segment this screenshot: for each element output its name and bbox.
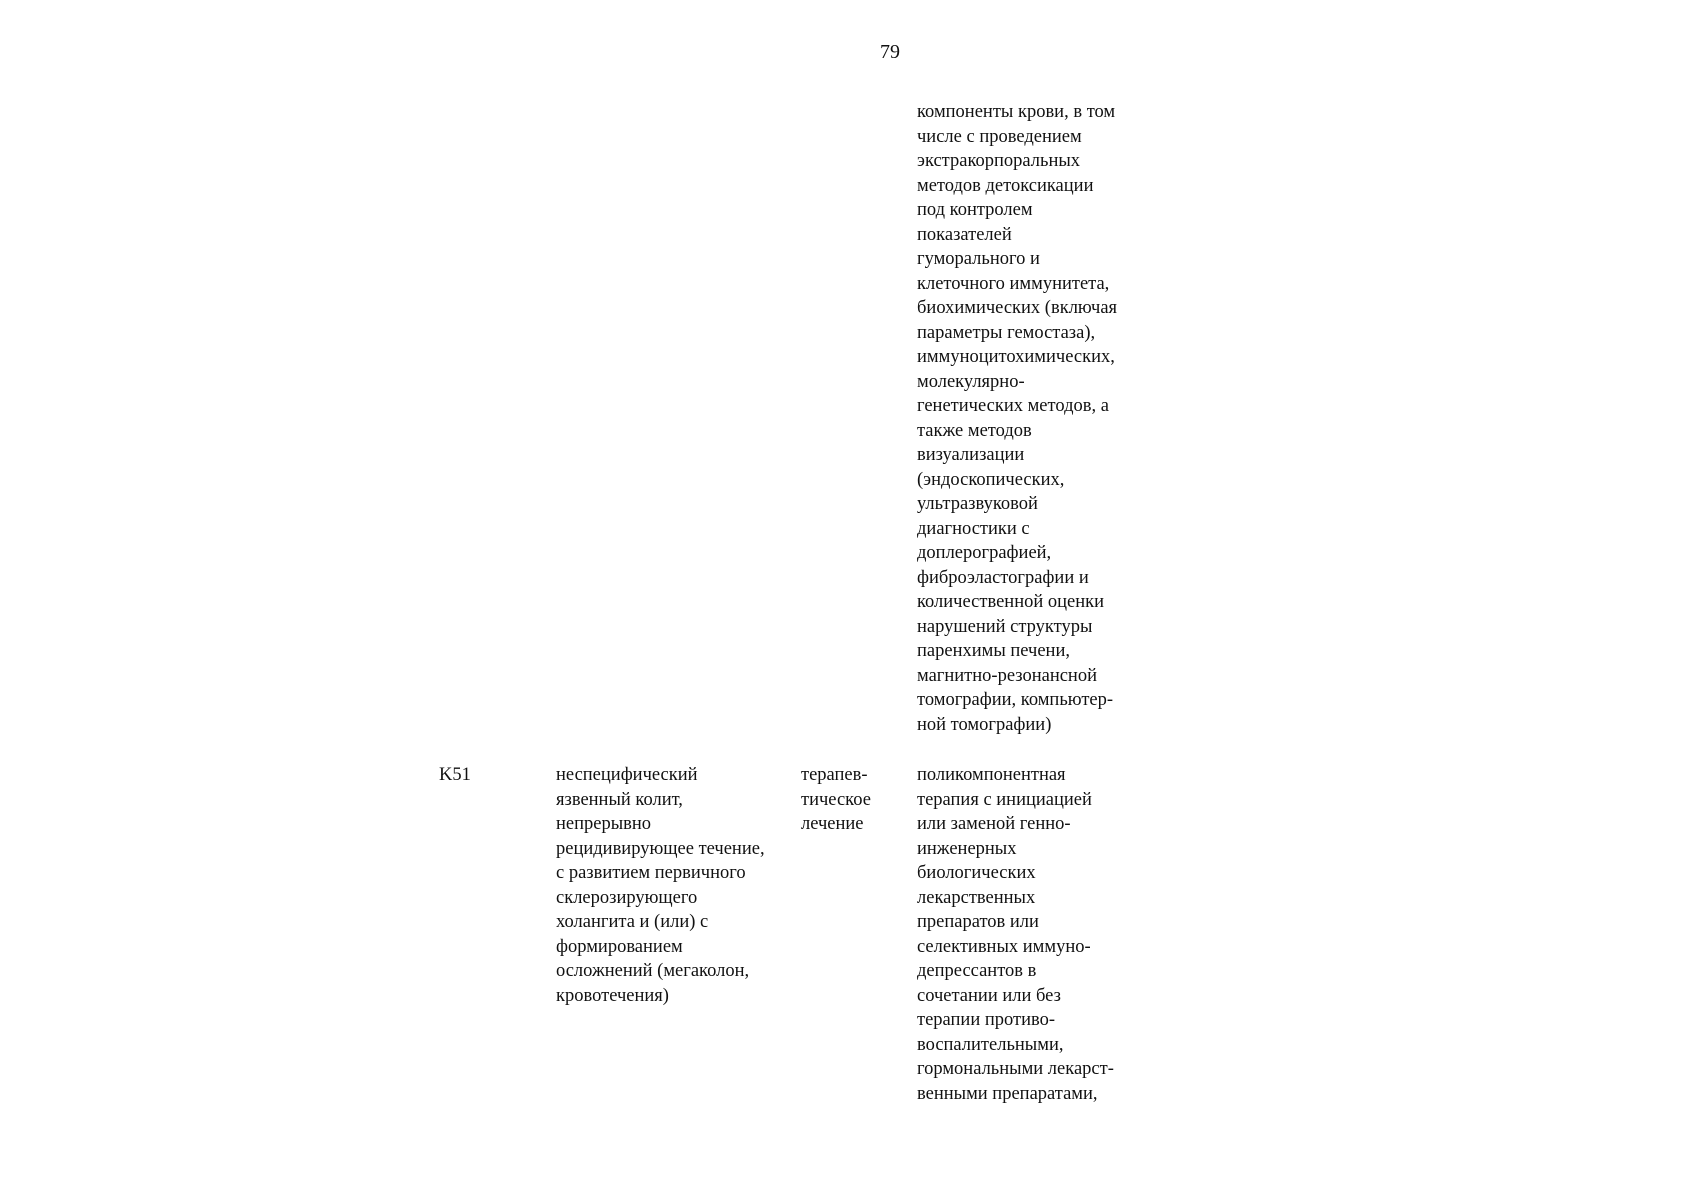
treatment-method-cell: [917, 763, 1114, 1106]
text-line: поликомпонентная: [917, 765, 1066, 785]
text-line: терапии противо-: [917, 1010, 1056, 1030]
text-line: (эндоскопических,: [917, 469, 1065, 490]
text-line: инженерных: [917, 838, 1017, 859]
text-line: иммуноцитохимических,: [917, 347, 1115, 367]
text-line: осложнений (мегаколон,: [556, 961, 750, 981]
text-line: методов детоксикации: [917, 175, 1094, 196]
text-line: неспецифический: [556, 765, 698, 785]
text-line: непрерывно: [556, 814, 652, 834]
text-line: язвенный колит,: [556, 789, 683, 810]
text-line: числе с проведением: [917, 126, 1082, 147]
text-line: ультразвуковой: [917, 494, 1038, 514]
text-line: количественной оценки: [917, 592, 1105, 612]
text-line: генетических методов, а: [917, 396, 1109, 416]
text-line: гуморального и: [917, 249, 1040, 269]
text-line: или заменой генно-: [917, 814, 1071, 834]
text-line: под контролем: [917, 200, 1033, 220]
disease-code: K51: [439, 765, 471, 785]
text-line: нарушений структуры: [917, 616, 1093, 637]
text-line: биологических: [917, 863, 1036, 883]
treatment-method-continuation: [917, 100, 1117, 737]
text-line: ной томографии): [917, 714, 1052, 735]
text-line: параметры гемостаза),: [917, 322, 1096, 343]
text-line: визуализации: [917, 445, 1025, 465]
text-line: тическое: [801, 789, 871, 810]
text-line: с развитием первичного: [556, 863, 746, 883]
text-line: магнитно-резонансной: [917, 665, 1097, 686]
text-line: склерозирующего: [556, 887, 698, 908]
text-line: воспалительными,: [917, 1034, 1064, 1055]
text-line: рецидивирующее течение,: [556, 838, 765, 859]
text-line: компоненты крови, в том: [917, 102, 1116, 122]
text-line: клеточного иммунитета,: [917, 273, 1110, 294]
text-line: депрессантов в: [917, 961, 1037, 981]
text-line: томографии, компьютер-: [917, 690, 1114, 710]
text-line: формированием: [556, 936, 683, 957]
text-line: терапия с инициацией: [917, 789, 1092, 810]
text-line: лекарственных: [917, 887, 1036, 908]
text-line: экстракорпоральных: [917, 151, 1081, 171]
text-line: терапев-: [801, 765, 868, 785]
text-line: биохимических (включая: [917, 298, 1118, 318]
text-line: селективных иммуно-: [917, 936, 1091, 957]
text-line: также методов: [917, 420, 1032, 441]
text-line: лечение: [801, 814, 864, 834]
text-line: доплерографией,: [917, 543, 1052, 563]
diagnosis-cell: [556, 763, 765, 1008]
text-line: холангита и (или) с: [556, 912, 709, 932]
text-line: фиброэластографии и: [917, 567, 1089, 588]
page-number: 79: [880, 41, 900, 63]
text-line: диагностики с: [917, 518, 1030, 539]
text-line: гормональными лекарст-: [917, 1059, 1114, 1079]
text-line: венными препаратами,: [917, 1083, 1098, 1104]
text-line: препаратов или: [917, 912, 1039, 932]
text-line: кровотечения): [556, 985, 669, 1006]
text-line: показателей: [917, 224, 1012, 245]
treatment-type-cell: [801, 763, 871, 837]
text-line: паренхимы печени,: [917, 641, 1070, 661]
text-line: молекулярно-: [917, 371, 1025, 392]
text-line: сочетании или без: [917, 985, 1061, 1006]
